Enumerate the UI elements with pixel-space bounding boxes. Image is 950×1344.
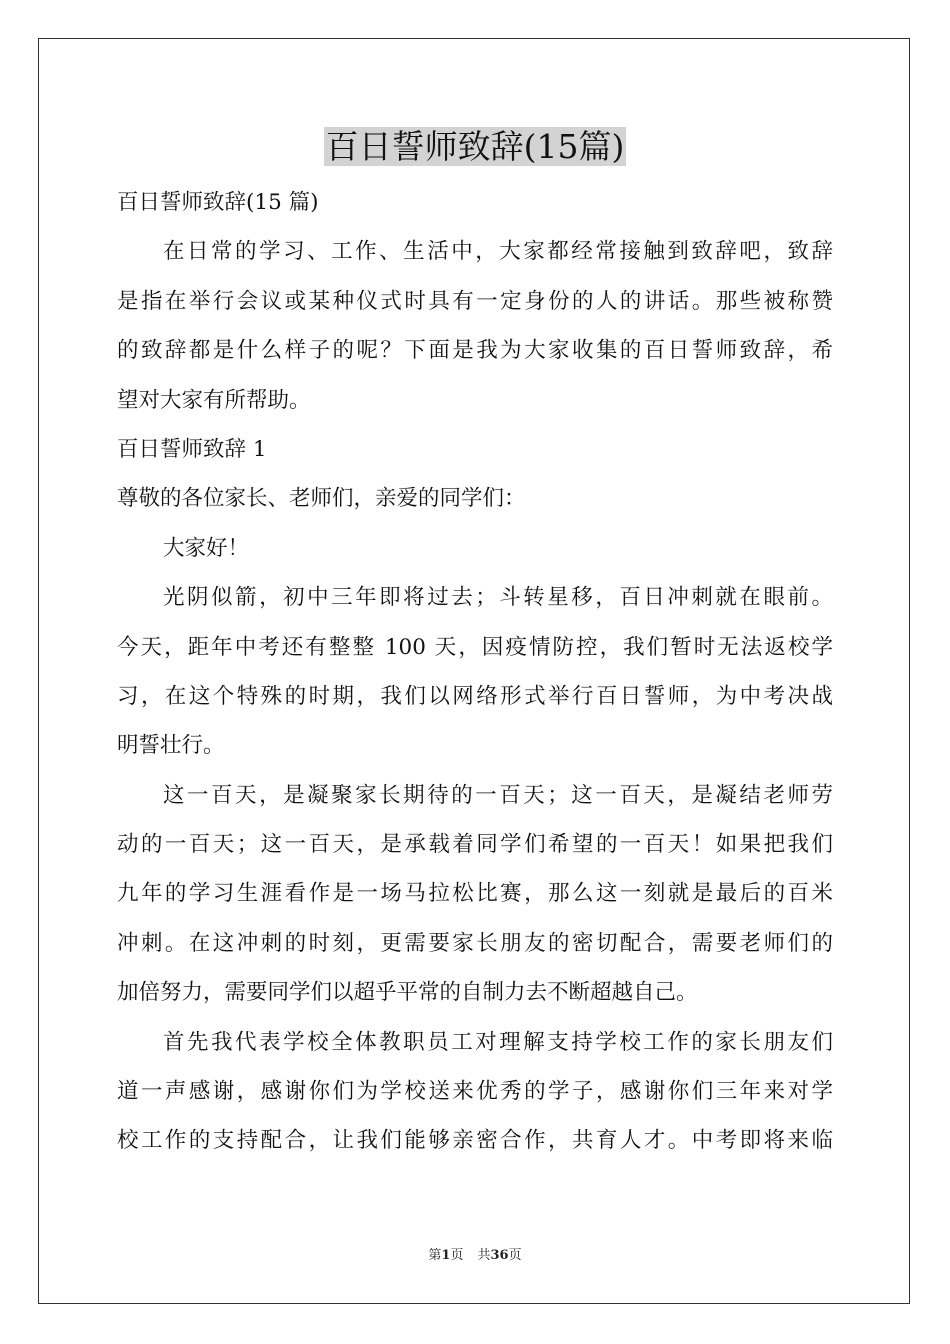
text-line: 这一百天，是凝聚家长期待的一百天；这一百天，是凝结老师劳: [163, 782, 833, 808]
document-title: [0, 125, 950, 169]
footer-total-pages: 36: [490, 1248, 509, 1263]
text-line: 百日誓师致辞(15 篇): [117, 190, 319, 215]
page-footer: [0, 1247, 950, 1265]
footer-page-prefix: 第: [428, 1248, 442, 1263]
text-line: 道一声感谢，感谢你们为学校送来优秀的学子，感谢你们三年来对学: [117, 1079, 833, 1105]
document-title-text: 百日誓师致辞(15篇): [325, 127, 625, 166]
text-line: 在日常的学习、工作、生活中，大家都经常接触到致辞吧，致辞: [163, 239, 833, 265]
footer-total-suffix: 页: [508, 1248, 522, 1263]
text-line: 首先我代表学校全体教职员工对理解支持学校工作的家长朋友们: [163, 1029, 833, 1055]
footer-total-prefix: 共: [477, 1248, 491, 1263]
text-line: 明誓壮行。: [117, 733, 225, 759]
text-line: 望对大家有所帮助。: [117, 387, 311, 413]
text-line: 百日誓师致辞 1: [117, 436, 267, 462]
text-line: 尊敬的各位家长、老师们，亲爱的同学们：: [117, 486, 526, 512]
text-line: 冲刺。在这冲刺的时刻，更需要家长朋友的密切配合，需要老师们的: [117, 930, 833, 956]
text-line: 光阴似箭，初中三年即将过去；斗转星移，百日冲刺就在眼前。: [163, 585, 833, 611]
text-line: 的致辞都是什么样子的呢？下面是我为大家收集的百日誓师致辞，希: [117, 338, 833, 364]
footer-page-number: 1: [441, 1248, 451, 1263]
footer-page-suffix: 页: [450, 1248, 464, 1263]
text-line: 加倍努力，需要同学们以超乎平常的自制力去不断超越自己。: [117, 980, 698, 1006]
text-line: 是指在举行会议或某种仪式时具有一定身份的人的讲话。那些被称赞: [117, 288, 833, 314]
text-line: 大家好！: [163, 535, 250, 561]
text-line: 今天，距年中考还有整整 100 天，因疫情防控，我们暂时无法返校学: [117, 634, 833, 660]
text-line: 动的一百天；这一百天，是承载着同学们希望的一百天！如果把我们: [117, 832, 833, 858]
document-body: [117, 178, 833, 1166]
text-line: 习，在这个特殊的时期，我们以网络形式举行百日誓师，为中考决战: [117, 683, 833, 709]
text-line: 九年的学习生涯看作是一场马拉松比赛，那么这一刻就是最后的百米: [117, 881, 833, 907]
text-line: 校工作的支持配合，让我们能够亲密合作，共育人才。中考即将来临: [117, 1128, 833, 1154]
